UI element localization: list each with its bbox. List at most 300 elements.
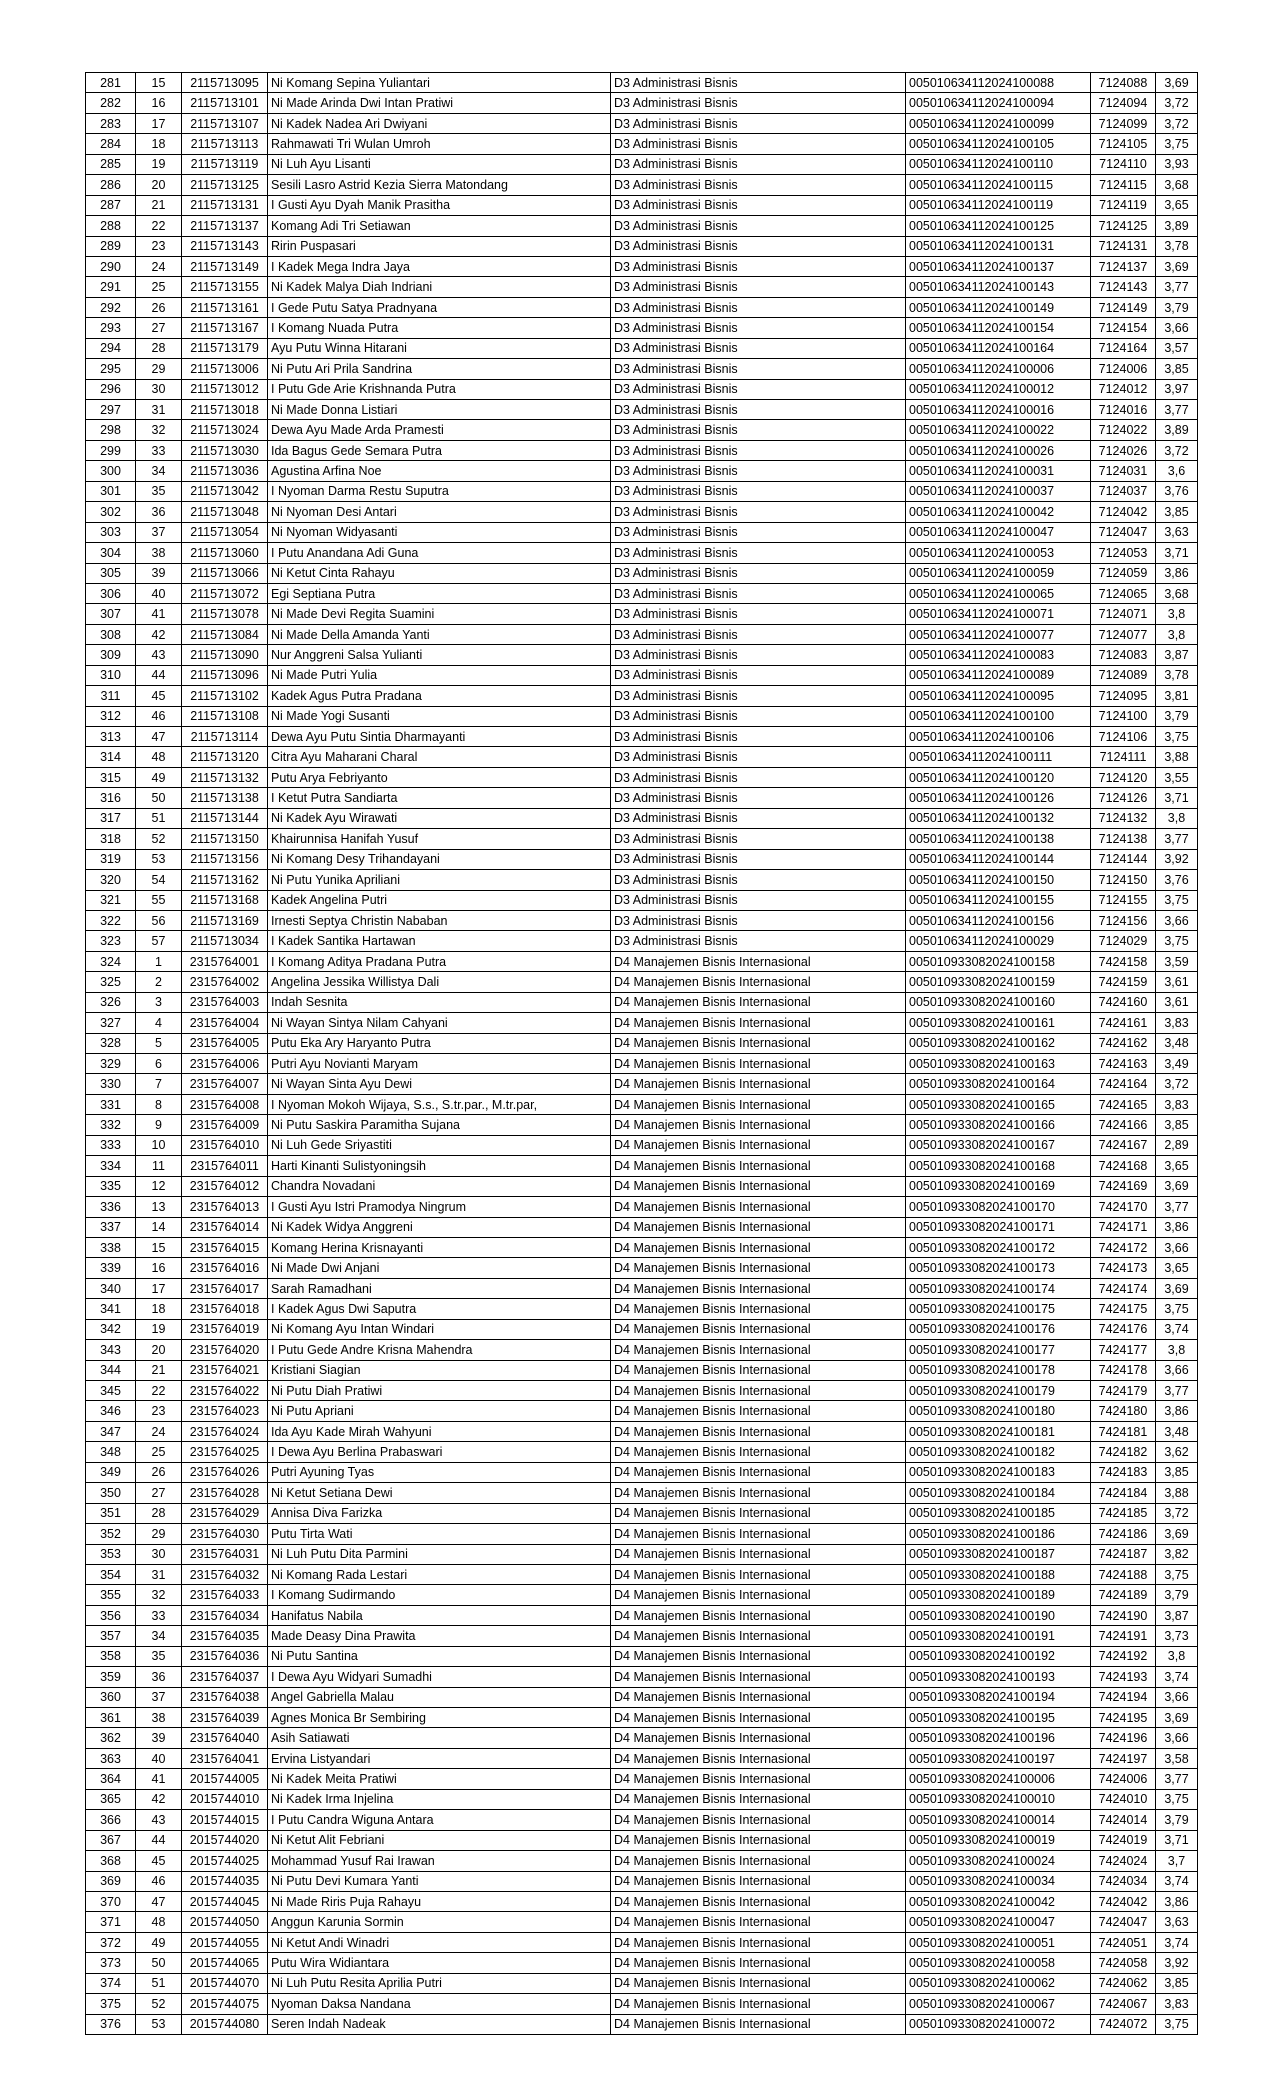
table-row	[86, 440, 1198, 460]
row-number: 304	[86, 543, 136, 563]
gpa-value: 3,66	[1156, 1360, 1198, 1380]
row-number: 362	[86, 1728, 136, 1748]
gpa-value: 3,76	[1156, 481, 1198, 501]
row-number: 360	[86, 1687, 136, 1707]
certificate-number: 005010634112024100059	[906, 563, 1091, 583]
study-program: D3 Administrasi Bisnis	[611, 502, 906, 522]
study-program: D3 Administrasi Bisnis	[611, 931, 906, 951]
row-number: 339	[86, 1258, 136, 1278]
student-name: Ni Kadek Ayu Wirawati	[268, 808, 611, 828]
student-id: 2115713150	[182, 829, 268, 849]
student-name: Citra Ayu Maharani Charal	[268, 747, 611, 767]
graduate-list-table	[85, 72, 1198, 2035]
study-program: D4 Manajemen Bisnis Internasional	[611, 1667, 906, 1687]
row-number: 350	[86, 1483, 136, 1503]
student-id: 2315764028	[182, 1483, 268, 1503]
program-sequence-number: 29	[136, 1524, 182, 1544]
gpa-value: 3,85	[1156, 359, 1198, 379]
gpa-value: 3,75	[1156, 134, 1198, 154]
study-program: D4 Manajemen Bisnis Internasional	[611, 1360, 906, 1380]
row-number: 326	[86, 992, 136, 1012]
student-name: Ni Luh Ayu Lisanti	[268, 154, 611, 174]
table-row	[86, 400, 1198, 420]
student-id: 2315764006	[182, 1054, 268, 1074]
student-name: I Kadek Mega Indra Jaya	[268, 256, 611, 276]
row-number: 372	[86, 1932, 136, 1952]
table-row	[86, 256, 1198, 276]
program-sequence-number: 15	[136, 73, 182, 93]
table-row	[86, 1442, 1198, 1462]
certificate-number: 005010634112024100016	[906, 400, 1091, 420]
study-program: D4 Manajemen Bisnis Internasional	[611, 1626, 906, 1646]
student-name: Dewa Ayu Made Arda Pramesti	[268, 420, 611, 440]
table-row	[86, 1830, 1198, 1850]
student-id: 2115713018	[182, 400, 268, 420]
study-program: D4 Manajemen Bisnis Internasional	[611, 1646, 906, 1666]
table-row	[86, 1360, 1198, 1380]
gpa-value: 3,69	[1156, 256, 1198, 276]
row-number: 281	[86, 73, 136, 93]
certificate-number: 005010634112024100164	[906, 338, 1091, 358]
student-id: 2115713024	[182, 420, 268, 440]
study-program: D4 Manajemen Bisnis Internasional	[611, 1094, 906, 1114]
program-sequence-number: 19	[136, 154, 182, 174]
certificate-number: 005010634112024100095	[906, 686, 1091, 706]
row-number: 305	[86, 563, 136, 583]
registration-code: 7124156	[1091, 910, 1156, 930]
row-number: 335	[86, 1176, 136, 1196]
study-program: D4 Manajemen Bisnis Internasional	[611, 1973, 906, 1993]
program-sequence-number: 22	[136, 1381, 182, 1401]
registration-code: 7124143	[1091, 277, 1156, 297]
registration-code: 7424161	[1091, 1013, 1156, 1033]
program-sequence-number: 28	[136, 338, 182, 358]
student-id: 2115713137	[182, 216, 268, 236]
student-name: I Putu Gde Arie Krishnanda Putra	[268, 379, 611, 399]
row-number: 328	[86, 1033, 136, 1053]
program-sequence-number: 35	[136, 1646, 182, 1666]
certificate-number: 005010634112024100071	[906, 604, 1091, 624]
student-id: 2315764039	[182, 1708, 268, 1728]
program-sequence-number: 35	[136, 481, 182, 501]
student-id: 2115713149	[182, 256, 268, 276]
row-number: 286	[86, 175, 136, 195]
row-number: 318	[86, 829, 136, 849]
study-program: D3 Administrasi Bisnis	[611, 195, 906, 215]
table-row	[86, 1748, 1198, 1768]
certificate-number: 005010634112024100100	[906, 706, 1091, 726]
program-sequence-number: 37	[136, 522, 182, 542]
gpa-value: 3,72	[1156, 113, 1198, 133]
gpa-value: 3,8	[1156, 624, 1198, 644]
gpa-value: 3,8	[1156, 604, 1198, 624]
program-sequence-number: 43	[136, 645, 182, 665]
gpa-value: 3,74	[1156, 1932, 1198, 1952]
program-sequence-number: 21	[136, 1360, 182, 1380]
registration-code: 7424024	[1091, 1851, 1156, 1871]
student-id: 2315764005	[182, 1033, 268, 1053]
registration-code: 7124089	[1091, 665, 1156, 685]
certificate-number: 005010634112024100106	[906, 727, 1091, 747]
certificate-number: 005010634112024100105	[906, 134, 1091, 154]
study-program: D3 Administrasi Bisnis	[611, 175, 906, 195]
certificate-number: 005010933082024100006	[906, 1769, 1091, 1789]
registration-code: 7124132	[1091, 808, 1156, 828]
gpa-value: 3,77	[1156, 277, 1198, 297]
registration-code: 7424062	[1091, 1973, 1156, 1993]
table-row	[86, 686, 1198, 706]
student-id: 2115713012	[182, 379, 268, 399]
table-row	[86, 1483, 1198, 1503]
study-program: D4 Manajemen Bisnis Internasional	[611, 1319, 906, 1339]
student-id: 2315764012	[182, 1176, 268, 1196]
registration-code: 7424182	[1091, 1442, 1156, 1462]
row-number: 284	[86, 134, 136, 154]
study-program: D3 Administrasi Bisnis	[611, 338, 906, 358]
student-name: Harti Kinanti Sulistyoningsih	[268, 1156, 611, 1176]
program-sequence-number: 23	[136, 236, 182, 256]
registration-code: 7424174	[1091, 1278, 1156, 1298]
gpa-value: 3,58	[1156, 1748, 1198, 1768]
table-row	[86, 870, 1198, 890]
student-name: Ni Putu Yunika Apriliani	[268, 870, 611, 890]
program-sequence-number: 50	[136, 1953, 182, 1973]
row-number: 322	[86, 910, 136, 930]
registration-code: 7124071	[1091, 604, 1156, 624]
table-row	[86, 1054, 1198, 1074]
row-number: 337	[86, 1217, 136, 1237]
student-name: I Gede Putu Satya Pradnyana	[268, 297, 611, 317]
certificate-number: 005010634112024100120	[906, 767, 1091, 787]
study-program: D3 Administrasi Bisnis	[611, 624, 906, 644]
student-id: 2315764014	[182, 1217, 268, 1237]
study-program: D4 Manajemen Bisnis Internasional	[611, 1830, 906, 1850]
gpa-value: 3,81	[1156, 686, 1198, 706]
table-row	[86, 236, 1198, 256]
certificate-number: 005010634112024100111	[906, 747, 1091, 767]
study-program: D4 Manajemen Bisnis Internasional	[611, 1769, 906, 1789]
row-number: 297	[86, 400, 136, 420]
certificate-number: 005010933082024100170	[906, 1197, 1091, 1217]
row-number: 309	[86, 645, 136, 665]
student-name: I Nyoman Darma Restu Suputra	[268, 481, 611, 501]
row-number: 332	[86, 1115, 136, 1135]
row-number: 285	[86, 154, 136, 174]
program-sequence-number: 24	[136, 256, 182, 276]
certificate-number: 005010634112024100154	[906, 318, 1091, 338]
registration-code: 7124100	[1091, 706, 1156, 726]
program-sequence-number: 38	[136, 1708, 182, 1728]
student-name: Ni Luh Gede Sriyastiti	[268, 1135, 611, 1155]
row-number: 342	[86, 1319, 136, 1339]
student-id: 2315764041	[182, 1748, 268, 1768]
program-sequence-number: 40	[136, 583, 182, 603]
study-program: D4 Manajemen Bisnis Internasional	[611, 1564, 906, 1584]
student-name: Agnes Monica Br Sembiring	[268, 1708, 611, 1728]
student-id: 2315764024	[182, 1421, 268, 1441]
gpa-value: 3,86	[1156, 1891, 1198, 1911]
table-row	[86, 1135, 1198, 1155]
gpa-value: 3,75	[1156, 1564, 1198, 1584]
table-row	[86, 113, 1198, 133]
certificate-number: 005010933082024100010	[906, 1789, 1091, 1809]
table-row	[86, 1115, 1198, 1135]
table-row	[86, 1810, 1198, 1830]
registration-code: 7424166	[1091, 1115, 1156, 1135]
registration-code: 7424173	[1091, 1258, 1156, 1278]
gpa-value: 3,69	[1156, 1176, 1198, 1196]
program-sequence-number: 26	[136, 1462, 182, 1482]
student-id: 2115713036	[182, 461, 268, 481]
certificate-number: 005010634112024100110	[906, 154, 1091, 174]
program-sequence-number: 47	[136, 1891, 182, 1911]
table-row	[86, 1462, 1198, 1482]
row-number: 300	[86, 461, 136, 481]
program-sequence-number: 2	[136, 972, 182, 992]
registration-code: 7424172	[1091, 1237, 1156, 1257]
study-program: D3 Administrasi Bisnis	[611, 461, 906, 481]
student-name: Ni Wayan Sintya Nilam Cahyani	[268, 1013, 611, 1033]
gpa-value: 3,6	[1156, 461, 1198, 481]
study-program: D4 Manajemen Bisnis Internasional	[611, 992, 906, 1012]
certificate-number: 005010634112024100119	[906, 195, 1091, 215]
student-id: 2315764021	[182, 1360, 268, 1380]
gpa-value: 3,89	[1156, 420, 1198, 440]
table-row	[86, 727, 1198, 747]
row-number: 292	[86, 297, 136, 317]
table-row	[86, 829, 1198, 849]
student-name: Ni Made Della Amanda Yanti	[268, 624, 611, 644]
student-id: 2115713042	[182, 481, 268, 501]
table-row	[86, 972, 1198, 992]
student-id: 2115713095	[182, 73, 268, 93]
gpa-value: 3,78	[1156, 665, 1198, 685]
row-number: 308	[86, 624, 136, 644]
student-id: 2015744065	[182, 1953, 268, 1973]
student-name: Ni Komang Sepina Yuliantari	[268, 73, 611, 93]
study-program: D4 Manajemen Bisnis Internasional	[611, 1728, 906, 1748]
registration-code: 7424006	[1091, 1769, 1156, 1789]
study-program: D4 Manajemen Bisnis Internasional	[611, 1278, 906, 1298]
student-name: Khairunnisa Hanifah Yusuf	[268, 829, 611, 849]
program-sequence-number: 50	[136, 788, 182, 808]
gpa-value: 3,72	[1156, 440, 1198, 460]
registration-code: 7124095	[1091, 686, 1156, 706]
student-name: I Nyoman Mokoh Wijaya, S.s., S.tr.par., M.tr.par,	[268, 1094, 611, 1114]
student-id: 2315764011	[182, 1156, 268, 1176]
gpa-value: 3,74	[1156, 1319, 1198, 1339]
program-sequence-number: 22	[136, 216, 182, 236]
student-id: 2115713156	[182, 849, 268, 869]
registration-code: 7424176	[1091, 1319, 1156, 1339]
certificate-number: 005010634112024100022	[906, 420, 1091, 440]
student-id: 2315764026	[182, 1462, 268, 1482]
program-sequence-number: 48	[136, 747, 182, 767]
study-program: D4 Manajemen Bisnis Internasional	[611, 1605, 906, 1625]
table-row	[86, 1708, 1198, 1728]
study-program: D4 Manajemen Bisnis Internasional	[611, 1503, 906, 1523]
program-sequence-number: 6	[136, 1054, 182, 1074]
registration-code: 7424167	[1091, 1135, 1156, 1155]
student-name: Dewa Ayu Putu Sintia Dharmayanti	[268, 727, 611, 747]
study-program: D3 Administrasi Bisnis	[611, 379, 906, 399]
registration-code: 7124006	[1091, 359, 1156, 379]
table-row	[86, 1197, 1198, 1217]
student-id: 2315764038	[182, 1687, 268, 1707]
registration-code: 7124026	[1091, 440, 1156, 460]
certificate-number: 005010634112024100137	[906, 256, 1091, 276]
certificate-number: 005010634112024100115	[906, 175, 1091, 195]
row-number: 293	[86, 318, 136, 338]
table-row	[86, 1094, 1198, 1114]
student-id: 2315764019	[182, 1319, 268, 1339]
study-program: D4 Manajemen Bisnis Internasional	[611, 1932, 906, 1952]
gpa-value: 3,49	[1156, 1054, 1198, 1074]
table-row	[86, 338, 1198, 358]
student-name: Komang Herina Krisnayanti	[268, 1237, 611, 1257]
row-number: 330	[86, 1074, 136, 1094]
table-row	[86, 1932, 1198, 1952]
student-id: 2015744070	[182, 1973, 268, 1993]
student-id: 2315764007	[182, 1074, 268, 1094]
registration-code: 7424193	[1091, 1667, 1156, 1687]
gpa-value: 3,71	[1156, 788, 1198, 808]
student-id: 2315764020	[182, 1340, 268, 1360]
table-row	[86, 910, 1198, 930]
gpa-value: 3,86	[1156, 1401, 1198, 1421]
row-number: 356	[86, 1605, 136, 1625]
student-name: Putri Ayuning Tyas	[268, 1462, 611, 1482]
certificate-number: 005010933082024100176	[906, 1319, 1091, 1339]
row-number: 323	[86, 931, 136, 951]
registration-code: 7424185	[1091, 1503, 1156, 1523]
gpa-value: 3,93	[1156, 154, 1198, 174]
certificate-number: 005010933082024100062	[906, 1973, 1091, 1993]
study-program: D3 Administrasi Bisnis	[611, 910, 906, 930]
student-id: 2315764022	[182, 1381, 268, 1401]
certificate-number: 005010634112024100155	[906, 890, 1091, 910]
table-row	[86, 767, 1198, 787]
student-id: 2315764015	[182, 1237, 268, 1257]
student-id: 2315764001	[182, 951, 268, 971]
table-row	[86, 481, 1198, 501]
study-program: D3 Administrasi Bisnis	[611, 359, 906, 379]
student-name: Ni Putu Santina	[268, 1646, 611, 1666]
row-number: 361	[86, 1708, 136, 1728]
student-id: 2015744010	[182, 1789, 268, 1809]
program-sequence-number: 33	[136, 1605, 182, 1625]
registration-code: 7424072	[1091, 2014, 1156, 2034]
table-row	[86, 665, 1198, 685]
registration-code: 7124154	[1091, 318, 1156, 338]
program-sequence-number: 29	[136, 359, 182, 379]
student-name: Ni Made Yogi Susanti	[268, 706, 611, 726]
table-row	[86, 747, 1198, 767]
registration-code: 7124059	[1091, 563, 1156, 583]
table-row	[86, 73, 1198, 93]
registration-code: 7424179	[1091, 1381, 1156, 1401]
student-name: Annisa Diva Farizka	[268, 1503, 611, 1523]
study-program: D4 Manajemen Bisnis Internasional	[611, 1115, 906, 1135]
program-sequence-number: 31	[136, 400, 182, 420]
certificate-number: 005010933082024100167	[906, 1135, 1091, 1155]
program-sequence-number: 24	[136, 1421, 182, 1441]
row-number: 327	[86, 1013, 136, 1033]
student-name: Ni Komang Ayu Intan Windari	[268, 1319, 611, 1339]
gpa-value: 3,74	[1156, 1667, 1198, 1687]
gpa-value: 3,68	[1156, 583, 1198, 603]
registration-code: 7424183	[1091, 1462, 1156, 1482]
row-number: 299	[86, 440, 136, 460]
gpa-value: 3,72	[1156, 1503, 1198, 1523]
program-sequence-number: 57	[136, 931, 182, 951]
certificate-number: 005010634112024100094	[906, 93, 1091, 113]
row-number: 368	[86, 1851, 136, 1871]
student-id: 2115713030	[182, 440, 268, 460]
program-sequence-number: 17	[136, 1278, 182, 1298]
study-program: D4 Manajemen Bisnis Internasional	[611, 1299, 906, 1319]
program-sequence-number: 53	[136, 2014, 182, 2034]
registration-code: 7424187	[1091, 1544, 1156, 1564]
table-row	[86, 1299, 1198, 1319]
program-sequence-number: 52	[136, 829, 182, 849]
student-name: Ni Made Donna Listiari	[268, 400, 611, 420]
student-id: 2115713179	[182, 338, 268, 358]
row-number: 374	[86, 1973, 136, 1993]
registration-code: 7124037	[1091, 481, 1156, 501]
program-sequence-number: 36	[136, 502, 182, 522]
program-sequence-number: 27	[136, 1483, 182, 1503]
study-program: D3 Administrasi Bisnis	[611, 154, 906, 174]
student-name: I Komang Sudirmando	[268, 1585, 611, 1605]
row-number: 298	[86, 420, 136, 440]
certificate-number: 005010634112024100012	[906, 379, 1091, 399]
student-name: Putu Eka Ary Haryanto Putra	[268, 1033, 611, 1053]
student-id: 2115713114	[182, 727, 268, 747]
student-name: Ni Luh Putu Dita Parmini	[268, 1544, 611, 1564]
program-sequence-number: 45	[136, 1851, 182, 1871]
program-sequence-number: 38	[136, 543, 182, 563]
certificate-number: 005010634112024100047	[906, 522, 1091, 542]
study-program: D3 Administrasi Bisnis	[611, 134, 906, 154]
program-sequence-number: 15	[136, 1237, 182, 1257]
student-id: 2315764031	[182, 1544, 268, 1564]
row-number: 282	[86, 93, 136, 113]
program-sequence-number: 23	[136, 1401, 182, 1421]
student-name: Sarah Ramadhani	[268, 1278, 611, 1298]
program-sequence-number: 37	[136, 1687, 182, 1707]
program-sequence-number: 1	[136, 951, 182, 971]
student-id: 2015744075	[182, 1994, 268, 2014]
certificate-number: 005010933082024100024	[906, 1851, 1091, 1871]
certificate-number: 005010634112024100031	[906, 461, 1091, 481]
certificate-number: 005010634112024100088	[906, 73, 1091, 93]
row-number: 287	[86, 195, 136, 215]
student-id: 2315764032	[182, 1564, 268, 1584]
study-program: D4 Manajemen Bisnis Internasional	[611, 1789, 906, 1809]
row-number: 363	[86, 1748, 136, 1768]
program-sequence-number: 27	[136, 318, 182, 338]
certificate-number: 005010933082024100163	[906, 1054, 1091, 1074]
gpa-value: 3,66	[1156, 1237, 1198, 1257]
gpa-value: 3,62	[1156, 1442, 1198, 1462]
program-sequence-number: 54	[136, 870, 182, 890]
certificate-number: 005010933082024100180	[906, 1401, 1091, 1421]
program-sequence-number: 47	[136, 727, 182, 747]
certificate-number: 005010634112024100126	[906, 788, 1091, 808]
study-program: D4 Manajemen Bisnis Internasional	[611, 1748, 906, 1768]
gpa-value: 3,61	[1156, 972, 1198, 992]
